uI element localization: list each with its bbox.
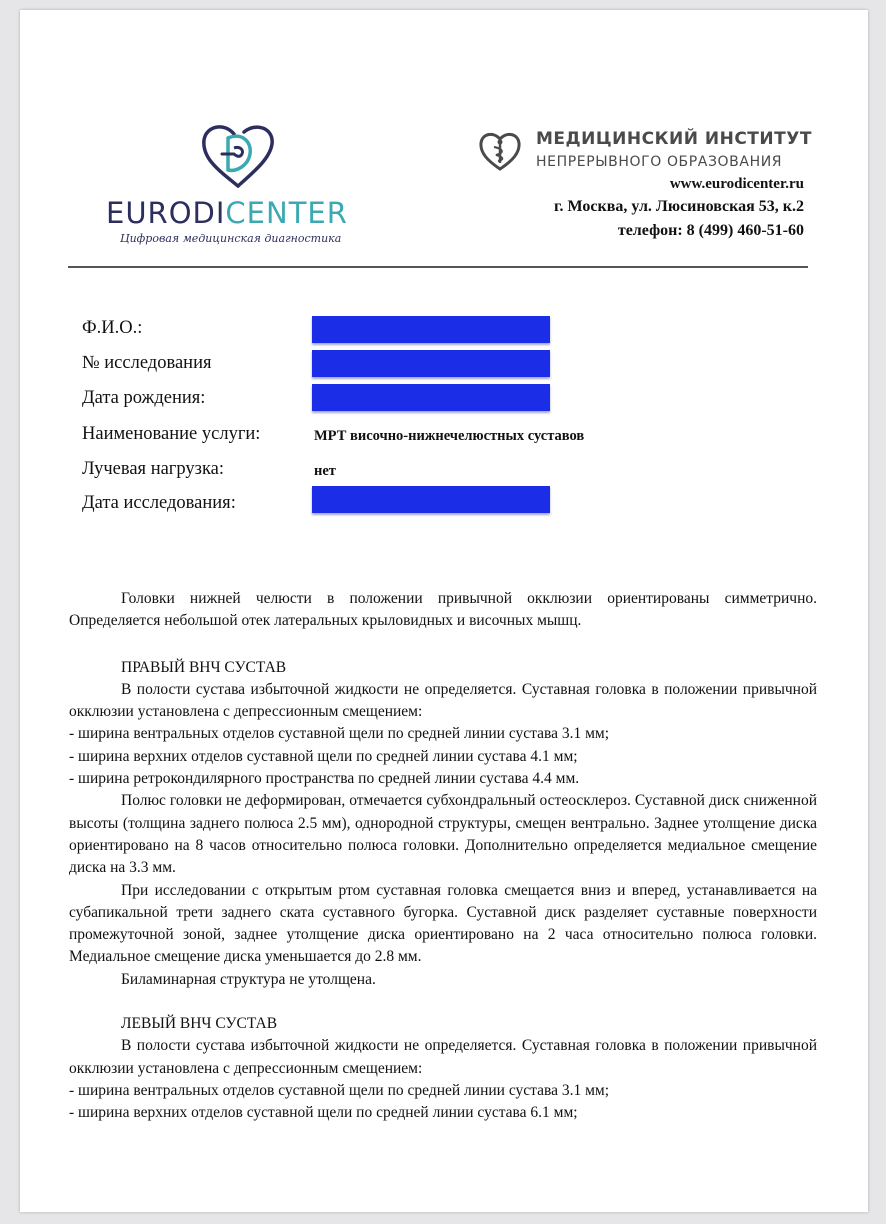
document-page: [20, 10, 868, 1212]
fio-label: Ф.И.О.:: [82, 318, 143, 338]
report-body: [69, 588, 817, 1125]
right-paragraph-2: Полюс головки не деформирован, отмечается субхондральный остеосклероз. Суставной диск сниженной высоты (толщина заднего полюса 2.5 мм), однородной структуры, смещен вентрально. Заднее утолщение диска ориентировано на 8 часов относительно полюса головки. Дополнительно определяется медиальное смещение диска на 3.3 мм.: [69, 792, 817, 877]
heart-caduceus-icon: [478, 129, 522, 173]
right-list-item: - ширина ретрокондилярного пространства по средней линии сустава 4.4 мм.: [69, 770, 580, 788]
right-paragraph-1: В полости сустава избыточной жидкости не определяется. Суставная головка в положении привычной окклюзии установлена с депрессионным смещением:: [69, 680, 817, 721]
right-joint-heading: ПРАВЫЙ ВНЧ СУСТАВ: [121, 658, 287, 676]
fio-redaction: [312, 316, 550, 343]
phone-text: телефон: 8 (499) 460-51-60: [617, 222, 804, 239]
eurodicenter-logo: [106, 120, 366, 250]
left-list-item: - ширина верхних отделов суставной щели по средней линии сустава 6.1 мм;: [69, 1104, 578, 1122]
right-paragraph-3: При исследовании с открытым ртом суставная головка смещается вниз и вперед, устанавливается на субапикальной трети заднего ската суставного бугорка. Суставной диск разделяет суставные поверхности промежуточной зоной, заднее утолщение диска ориентировано на 2 часа относительно полюса головки. Медиальное смещение диска уменьшается до 2.8 мм.: [69, 881, 817, 966]
header-divider: [68, 266, 808, 268]
left-list-item: - ширина вентральных отделов суставной щели по средней линии сустава 3.1 мм;: [69, 1081, 610, 1099]
address-text: г. Москва, ул. Люсиновская 53, к.2: [554, 198, 804, 215]
right-list-item: - ширина верхних отделов суставной щели по средней линии сустава 4.1 мм;: [69, 747, 578, 765]
brand-tagline: Цифровая медицинская диагностика: [120, 232, 342, 245]
institute-name-line2: НЕПРЕРЫВНОГО ОБРАЗОВАНИЯ: [536, 154, 783, 170]
institute-name-line1: МЕДИЦИНСКИЙ ИНСТИТУТ: [536, 129, 812, 149]
study-number-label: № исследования: [82, 353, 212, 373]
right-paragraph-4: Биламинарная структура не утолщена.: [121, 970, 376, 988]
radiation-value: нет: [314, 463, 336, 479]
brand-name: EURODICENTER: [106, 196, 348, 230]
study-date-label: Дата исследования:: [82, 493, 236, 513]
birth-date-label: Дата рождения:: [82, 388, 206, 408]
heart-logo-icon: [198, 120, 278, 192]
study-number-redaction: [312, 350, 550, 377]
left-paragraph-1: В полости сустава избыточной жидкости не определяется. Суставная головка в положении привычной окклюзии установлена с депрессионным смещением:: [69, 1037, 817, 1077]
study-date-redaction: [312, 486, 550, 513]
right-list-item: - ширина вентральных отделов суставной щели по средней линии сустава 3.1 мм;: [69, 725, 610, 743]
birth-date-redaction: [312, 384, 550, 411]
left-joint-heading: ЛЕВЫЙ ВНЧ СУСТАВ: [121, 1015, 278, 1033]
website-text: www.eurodicenter.ru: [669, 176, 804, 192]
service-value: МРТ височно-нижнечелюстных суставов: [314, 428, 585, 444]
service-label: Наименование услуги:: [82, 424, 261, 444]
intro-paragraph: Головки нижней челюсти в положении привычной окклюзии ориентированы симметрично. Определяется небольшой отек латеральных крыловидных и височных мышц.: [69, 590, 817, 630]
radiation-label: Лучевая нагрузка:: [82, 459, 225, 479]
